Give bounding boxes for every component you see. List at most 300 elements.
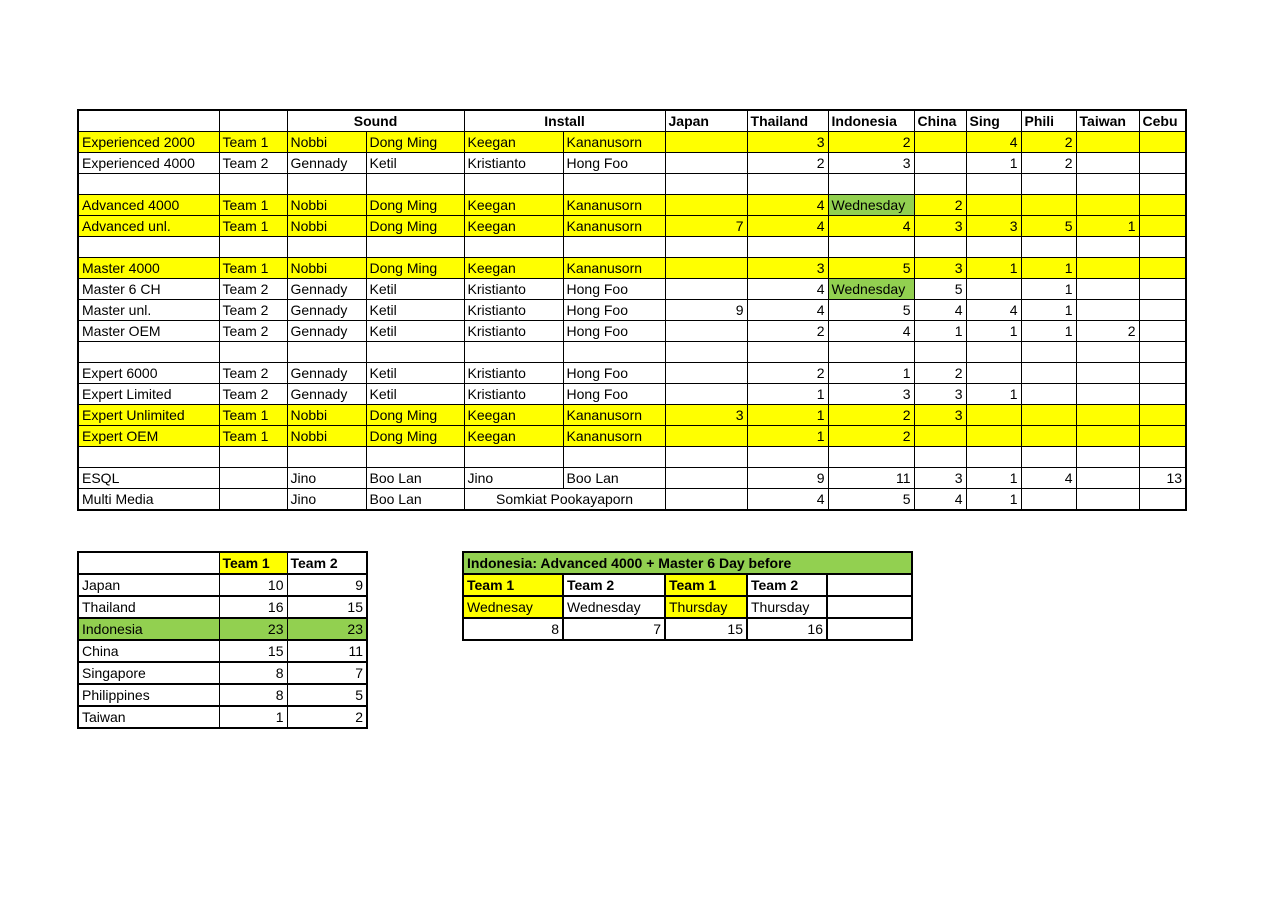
cebu-cell (1139, 426, 1186, 447)
indonesia-day-cell: Wednesay (463, 596, 563, 618)
sound-cell: Ketil (366, 300, 464, 321)
blank-cell (966, 237, 1021, 258)
thailand-cell: 9 (747, 468, 828, 489)
blank-cell (1076, 447, 1139, 468)
team-cell (219, 489, 287, 511)
indonesia-cell: 4 (828, 216, 914, 237)
team1-value-cell: 16 (219, 596, 287, 618)
header-japan: Japan (665, 110, 747, 132)
sing-cell: 3 (966, 216, 1021, 237)
phili-cell (1021, 405, 1076, 426)
thailand-cell: 4 (747, 195, 828, 216)
sound-cell: Boo Lan (366, 489, 464, 511)
install-cell: Keegan (464, 195, 563, 216)
indonesia-day-cell: Wednesday (563, 596, 665, 618)
team-cell (219, 468, 287, 489)
sound-cell: Nobbi (287, 132, 366, 153)
blank-row (78, 447, 1186, 468)
thailand-cell: 1 (747, 384, 828, 405)
sing-cell (966, 426, 1021, 447)
phili-cell: 2 (1021, 153, 1076, 174)
install-cell: Kananusorn (563, 258, 665, 279)
header-sound: Sound (287, 110, 464, 132)
sound-cell: Nobbi (287, 258, 366, 279)
blank-cell (966, 447, 1021, 468)
blank-row (78, 237, 1186, 258)
indonesia-cell: 5 (828, 258, 914, 279)
course-cell: Experienced 4000 (78, 153, 219, 174)
course-cell: Master 6 CH (78, 279, 219, 300)
cebu-cell (1139, 153, 1186, 174)
china-cell: 4 (914, 300, 966, 321)
sound-cell: Nobbi (287, 195, 366, 216)
table-row (78, 132, 1186, 153)
blank-cell (966, 174, 1021, 195)
install-cell: Kristianto (464, 153, 563, 174)
team2-value-cell: 15 (287, 596, 367, 618)
blank-cell (747, 447, 828, 468)
indonesia-value-cell: 16 (747, 618, 827, 640)
blank-cell (1021, 342, 1076, 363)
phili-cell (1021, 195, 1076, 216)
table-row (78, 216, 1186, 237)
team-cell: Team 1 (219, 195, 287, 216)
course-cell: Expert OEM (78, 426, 219, 447)
install-cell: Kristianto (464, 363, 563, 384)
install-cell: Kristianto (464, 300, 563, 321)
cebu-cell (1139, 384, 1186, 405)
team2-value-cell: 9 (287, 574, 367, 596)
cebu-cell (1139, 258, 1186, 279)
team-cell: Team 1 (219, 258, 287, 279)
team1-value-cell: 8 (219, 684, 287, 706)
sound-cell: Dong Ming (366, 195, 464, 216)
blank-cell (914, 342, 966, 363)
course-cell: Multi Media (78, 489, 219, 511)
indonesia-team-cell: Team 2 (747, 574, 827, 596)
japan-cell (665, 153, 747, 174)
cebu-cell (1139, 363, 1186, 384)
blank-cell (366, 342, 464, 363)
taiwan-cell (1076, 132, 1139, 153)
blank-cell (665, 447, 747, 468)
china-cell: 3 (914, 216, 966, 237)
blank-cell (464, 174, 563, 195)
install-cell: Keegan (464, 258, 563, 279)
phili-cell: 1 (1021, 279, 1076, 300)
summary-row (78, 618, 367, 640)
course-cell: Advanced unl. (78, 216, 219, 237)
blank-cell (219, 237, 287, 258)
taiwan-cell (1076, 426, 1139, 447)
sound-cell: Ketil (366, 321, 464, 342)
team-cell: Team 1 (219, 216, 287, 237)
sound-cell: Jino (287, 468, 366, 489)
install-cell: Kristianto (464, 384, 563, 405)
install-cell: Kristianto (464, 321, 563, 342)
country-cell: Philippines (78, 684, 219, 706)
header-install: Install (464, 110, 665, 132)
japan-cell: 3 (665, 405, 747, 426)
blank-cell (665, 174, 747, 195)
sing-cell: 1 (966, 153, 1021, 174)
blank-cell (828, 447, 914, 468)
indonesia-team-row (463, 574, 912, 596)
china-cell: 5 (914, 279, 966, 300)
japan-cell (665, 132, 747, 153)
japan-cell (665, 384, 747, 405)
thailand-cell: 4 (747, 216, 828, 237)
blank-cell (563, 237, 665, 258)
taiwan-cell (1076, 384, 1139, 405)
install-cell: Keegan (464, 216, 563, 237)
thailand-cell: 1 (747, 405, 828, 426)
summary-header-row (78, 552, 367, 574)
indonesia-cell: 5 (828, 489, 914, 511)
sound-cell: Nobbi (287, 216, 366, 237)
course-cell: Expert Limited (78, 384, 219, 405)
japan-cell (665, 258, 747, 279)
taiwan-cell: 2 (1076, 321, 1139, 342)
blank-cell (464, 447, 563, 468)
header-taiwan: Taiwan (1076, 110, 1139, 132)
phili-cell: 1 (1021, 300, 1076, 321)
blank-cell (1139, 237, 1186, 258)
summary-row (78, 574, 367, 596)
blank-cell (747, 237, 828, 258)
phili-cell: 1 (1021, 258, 1076, 279)
phili-cell: 5 (1021, 216, 1076, 237)
blank-cell (1076, 237, 1139, 258)
indonesia-team-cell: Team 2 (563, 574, 665, 596)
install-cell: Keegan (464, 405, 563, 426)
phili-cell (1021, 489, 1076, 511)
course-cell: Expert 6000 (78, 363, 219, 384)
blank-cell (1021, 174, 1076, 195)
install-cell: Kananusorn (563, 132, 665, 153)
team-cell: Team 2 (219, 300, 287, 321)
sing-cell: 1 (966, 468, 1021, 489)
sing-cell (966, 405, 1021, 426)
header-team (219, 110, 287, 132)
thailand-cell: 3 (747, 258, 828, 279)
blank-cell (828, 174, 914, 195)
install-cell: Keegan (464, 132, 563, 153)
blank-cell (287, 342, 366, 363)
indonesia-cell: 3 (828, 153, 914, 174)
japan-cell: 7 (665, 216, 747, 237)
blank-cell (366, 447, 464, 468)
china-cell: 2 (914, 363, 966, 384)
blank-cell (828, 237, 914, 258)
sound-cell: Gennady (287, 300, 366, 321)
phili-cell (1021, 363, 1076, 384)
team1-value-cell: 1 (219, 706, 287, 728)
team2-value-cell: 11 (287, 640, 367, 662)
team2-value-cell: 2 (287, 706, 367, 728)
table-row (78, 468, 1186, 489)
team-cell: Team 2 (219, 279, 287, 300)
header-indonesia: Indonesia (828, 110, 914, 132)
thailand-cell: 4 (747, 279, 828, 300)
japan-cell (665, 426, 747, 447)
country-cell: Singapore (78, 662, 219, 684)
sound-cell: Boo Lan (366, 468, 464, 489)
course-cell: Master unl. (78, 300, 219, 321)
sound-cell: Nobbi (287, 405, 366, 426)
sing-cell: 4 (966, 132, 1021, 153)
sing-cell (966, 195, 1021, 216)
team-cell: Team 1 (219, 405, 287, 426)
course-cell: Master OEM (78, 321, 219, 342)
team1-value-cell: 10 (219, 574, 287, 596)
team1-value-cell: 15 (219, 640, 287, 662)
blank-cell (1139, 174, 1186, 195)
indonesia-day-row (463, 596, 912, 618)
country-cell: China (78, 640, 219, 662)
indonesia-day-cell: Thursday (747, 596, 827, 618)
indonesia-title-row (463, 552, 912, 574)
summary-row (78, 684, 367, 706)
indonesia-value-cell: 15 (665, 618, 747, 640)
country-cell: Japan (78, 574, 219, 596)
japan-cell: 9 (665, 300, 747, 321)
indonesia-day-cell: Thursday (665, 596, 747, 618)
install-cell: Hong Foo (563, 279, 665, 300)
table-row (78, 279, 1186, 300)
country-cell: Indonesia (78, 618, 219, 640)
blank-cell (665, 237, 747, 258)
indonesia-schedule-table (462, 551, 913, 641)
table-row (78, 363, 1186, 384)
indonesia-cell: Wednesday (828, 195, 914, 216)
sound-cell: Ketil (366, 153, 464, 174)
sing-cell (966, 279, 1021, 300)
header-sing: Sing (966, 110, 1021, 132)
sing-cell: 1 (966, 258, 1021, 279)
sound-cell: Dong Ming (366, 132, 464, 153)
blank-cell (219, 174, 287, 195)
sound-cell: Gennady (287, 363, 366, 384)
blank-cell (78, 342, 219, 363)
table-row (78, 384, 1186, 405)
china-cell: 4 (914, 489, 966, 511)
blank-cell (366, 174, 464, 195)
china-cell (914, 426, 966, 447)
blank-cell (78, 447, 219, 468)
thailand-cell: 4 (747, 489, 828, 511)
blank-cell (1021, 237, 1076, 258)
blank-cell (366, 237, 464, 258)
sound-cell: Dong Ming (366, 258, 464, 279)
blank-cell (914, 174, 966, 195)
team-cell: Team 1 (219, 132, 287, 153)
summary-row (78, 596, 367, 618)
taiwan-cell (1076, 300, 1139, 321)
install-cell: Hong Foo (563, 153, 665, 174)
install-cell: Boo Lan (563, 468, 665, 489)
sing-cell (966, 363, 1021, 384)
indonesia-value-cell: 8 (463, 618, 563, 640)
indonesia-cell: 2 (828, 405, 914, 426)
blank-cell (1076, 342, 1139, 363)
table-row (78, 489, 1186, 511)
phili-cell: 4 (1021, 468, 1076, 489)
install-cell: Kananusorn (563, 195, 665, 216)
blank-cell (966, 342, 1021, 363)
sound-cell: Ketil (366, 384, 464, 405)
indonesia-cell: 1 (828, 363, 914, 384)
install-cell: Kananusorn (563, 426, 665, 447)
sing-cell: 1 (966, 384, 1021, 405)
country-summary-table (77, 551, 368, 729)
sound-cell: Dong Ming (366, 426, 464, 447)
china-cell: 3 (914, 258, 966, 279)
blank-cell (78, 237, 219, 258)
install-cell: Hong Foo (563, 363, 665, 384)
blank-cell (563, 447, 665, 468)
thailand-cell: 2 (747, 153, 828, 174)
phili-cell: 1 (1021, 321, 1076, 342)
header-phili: Phili (1021, 110, 1076, 132)
japan-cell (665, 279, 747, 300)
blank-row (78, 174, 1186, 195)
china-cell (914, 153, 966, 174)
taiwan-cell (1076, 405, 1139, 426)
blank-cell (464, 342, 563, 363)
cebu-cell (1139, 132, 1186, 153)
cebu-cell (1139, 321, 1186, 342)
china-cell: 3 (914, 384, 966, 405)
taiwan-cell (1076, 363, 1139, 384)
blank-cell (219, 342, 287, 363)
thailand-cell: 3 (747, 132, 828, 153)
indonesia-title: Indonesia: Advanced 4000 + Master 6 Day before (463, 552, 912, 574)
indonesia-cell: Wednesday (828, 279, 914, 300)
phili-cell (1021, 426, 1076, 447)
blank-cell (665, 342, 747, 363)
blank-cell (914, 447, 966, 468)
header-row (78, 110, 1186, 132)
summary-row (78, 640, 367, 662)
course-cell: Experienced 2000 (78, 132, 219, 153)
sound-cell: Gennady (287, 321, 366, 342)
indonesia-team-cell: Team 1 (665, 574, 747, 596)
install-cell: Jino (464, 468, 563, 489)
table-row (78, 258, 1186, 279)
header-thailand: Thailand (747, 110, 828, 132)
blank-cell (78, 174, 219, 195)
cebu-cell (1139, 489, 1186, 511)
header-course (78, 110, 219, 132)
indonesia-cell: 11 (828, 468, 914, 489)
course-cell: Expert Unlimited (78, 405, 219, 426)
blank-cell (1139, 447, 1186, 468)
summary-row (78, 706, 367, 728)
taiwan-cell (1076, 279, 1139, 300)
blank-cell (1076, 174, 1139, 195)
cebu-cell (1139, 300, 1186, 321)
indonesia-empty-cell (827, 596, 912, 618)
sound-cell: Nobbi (287, 426, 366, 447)
header-china: China (914, 110, 966, 132)
blank-cell (1139, 342, 1186, 363)
blank-cell (464, 237, 563, 258)
taiwan-cell (1076, 468, 1139, 489)
taiwan-cell: 1 (1076, 216, 1139, 237)
japan-cell (665, 468, 747, 489)
blank-cell (219, 447, 287, 468)
indonesia-empty-cell (827, 618, 912, 640)
indonesia-cell: 3 (828, 384, 914, 405)
cebu-cell (1139, 195, 1186, 216)
japan-cell (665, 321, 747, 342)
sing-cell: 4 (966, 300, 1021, 321)
sound-cell: Jino (287, 489, 366, 511)
team-cell: Team 2 (219, 153, 287, 174)
taiwan-cell (1076, 195, 1139, 216)
summary-header: Team 1 (219, 552, 287, 574)
indonesia-team-cell: Team 1 (463, 574, 563, 596)
team-cell: Team 2 (219, 321, 287, 342)
blank-cell (914, 237, 966, 258)
blank-cell (287, 447, 366, 468)
sound-cell: Gennady (287, 384, 366, 405)
team-cell: Team 1 (219, 426, 287, 447)
schedule-table (77, 109, 1187, 511)
japan-cell (665, 195, 747, 216)
team-cell: Team 2 (219, 363, 287, 384)
sound-cell: Dong Ming (366, 405, 464, 426)
cebu-cell (1139, 279, 1186, 300)
team2-value-cell: 23 (287, 618, 367, 640)
sound-cell: Ketil (366, 363, 464, 384)
thailand-cell: 2 (747, 363, 828, 384)
table-row (78, 153, 1186, 174)
summary-header: Team 2 (287, 552, 367, 574)
japan-cell (665, 489, 747, 511)
install-cell: Keegan (464, 426, 563, 447)
taiwan-cell (1076, 489, 1139, 511)
thailand-cell: 4 (747, 300, 828, 321)
china-cell: 1 (914, 321, 966, 342)
blank-cell (747, 342, 828, 363)
china-cell (914, 132, 966, 153)
country-cell: Thailand (78, 596, 219, 618)
phili-cell: 2 (1021, 132, 1076, 153)
japan-cell (665, 363, 747, 384)
install-cell: Hong Foo (563, 300, 665, 321)
blank-cell (1021, 447, 1076, 468)
blank-cell (747, 174, 828, 195)
team2-value-cell: 5 (287, 684, 367, 706)
team2-value-cell: 7 (287, 662, 367, 684)
sound-cell: Dong Ming (366, 216, 464, 237)
table-row (78, 405, 1186, 426)
cebu-cell (1139, 216, 1186, 237)
cebu-cell: 13 (1139, 468, 1186, 489)
summary-row (78, 662, 367, 684)
install-cell: Kananusorn (563, 405, 665, 426)
phili-cell (1021, 384, 1076, 405)
install-cell: Somkiat Pookayaporn (464, 489, 665, 511)
install-cell: Kananusorn (563, 216, 665, 237)
indonesia-cell: 2 (828, 132, 914, 153)
indonesia-value-cell: 7 (563, 618, 665, 640)
table-row (78, 195, 1186, 216)
header-cebu: Cebu (1139, 110, 1186, 132)
sing-cell: 1 (966, 321, 1021, 342)
